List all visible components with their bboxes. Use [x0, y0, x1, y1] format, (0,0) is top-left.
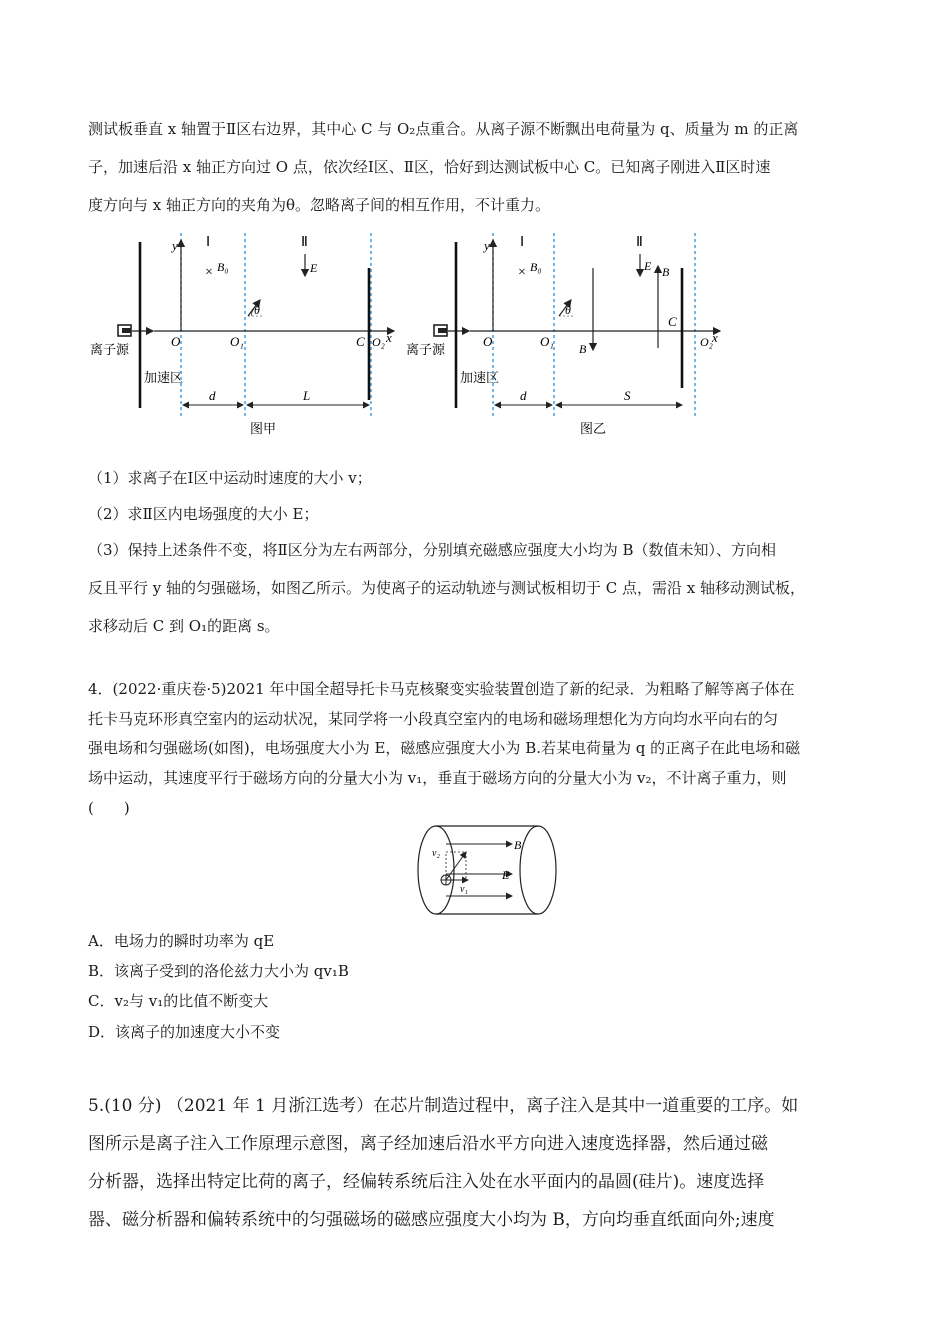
figure-yi-caption: 图乙 — [580, 421, 607, 436]
svg-text:Ⅱ: Ⅱ — [636, 235, 643, 250]
svg-text:×: × — [518, 265, 526, 280]
svg-text:θ: θ — [254, 303, 260, 317]
figure-yi — [402, 228, 732, 443]
svg-text:B: B — [579, 342, 587, 356]
problem4-line-5: ( ) — [88, 799, 130, 817]
svg-text:O: O — [171, 334, 181, 349]
svg-text:B₀: B₀ — [217, 260, 229, 274]
question-3-line-3: 求移动后 C 到 O₁的距离 s。 — [88, 617, 280, 635]
problem5-line-3: 分析器，选择出特定比荷的离子，经偏转系统后注入处在水平面内的晶圆(硅片)。速度选择 — [88, 1172, 765, 1192]
svg-text:d: d — [520, 388, 527, 403]
option-c: C．v₂与 v₁的比值不断变大 — [88, 992, 269, 1010]
question-1: （1）求离子在Ⅰ区中运动时速度的大小 v； — [88, 469, 372, 487]
svg-text:Ⅰ: Ⅰ — [206, 235, 211, 250]
figure-cylinder — [412, 824, 562, 919]
svg-text:B: B — [514, 838, 522, 852]
svg-text:C: C — [668, 314, 677, 329]
svg-text:O: O — [483, 334, 493, 349]
problem4-line-1: 4．(2022·重庆卷·5)2021 年中国全超导托卡马克核聚变实验装置创造了新的纪录．为粗略了解等离子体在 — [88, 680, 795, 698]
option-a: A．电场力的瞬时功率为 qE — [88, 932, 275, 950]
svg-text:加速区: 加速区 — [460, 370, 500, 385]
svg-text:E: E — [310, 261, 318, 275]
svg-text:O₂: O₂ — [700, 335, 713, 349]
figure-jia-caption: 图甲 — [250, 421, 277, 436]
svg-text:y: y — [172, 238, 178, 253]
svg-text:d: d — [209, 388, 216, 403]
problem3-line-1: 测试板垂直 x 轴置于Ⅱ区右边界，其中心 C 与 O₂点重合。从离子源不断飘出电荷量为 q、质量为 m 的正离 — [88, 120, 799, 138]
svg-text:O₂: O₂ — [372, 335, 385, 349]
problem3-line-3: 度方向与 x 轴正方向的夹角为θ。忽略离子间的相互作用，不计重力。 — [88, 196, 551, 214]
svg-text:E: E — [502, 868, 510, 882]
svg-text:v₂: v₂ — [432, 848, 440, 859]
svg-text:E: E — [644, 259, 652, 273]
accel-label: 加速区 — [144, 370, 184, 385]
svg-text:S: S — [624, 388, 631, 403]
option-b: B．该离子受到的洛伦兹力大小为 qv₁B — [88, 962, 349, 980]
problem5-line-1: 5.(10 分) （2021 年 1 月浙江选考）在芯片制造过程中，离子注入是其中一道重要的工序。如 — [88, 1096, 799, 1116]
question-2: （2）求Ⅱ区内电场强度的大小 E； — [88, 505, 319, 523]
svg-text:离子源: 离子源 — [406, 342, 446, 357]
problem4-line-3: 强电场和匀强磁场(如图)，电场强度大小为 E，磁感应强度大小为 B.若某电荷量为 q 的正离子在此电场和磁 — [88, 739, 801, 757]
svg-text:y: y — [484, 238, 490, 253]
svg-text:O₁: O₁ — [540, 334, 554, 349]
problem4-line-4: 场中运动，其速度平行于磁场方向的分量大小为 v₁，垂直于磁场方向的分量大小为 v₂，不计离子重力，则 — [88, 769, 787, 787]
svg-text:x: x — [386, 330, 392, 345]
svg-text:v₁: v₁ — [460, 884, 468, 895]
problem5-line-2: 图所示是离子注入工作原理示意图，离子经加速后沿水平方向进入速度选择器，然后通过磁 — [88, 1134, 768, 1154]
svg-text:θ: θ — [565, 303, 571, 317]
svg-text:L: L — [303, 388, 311, 403]
svg-text:O₁: O₁ — [230, 334, 244, 349]
question-3-line-2: 反且平行 y 轴的匀强磁场，如图乙所示。为使离子的运动轨迹与测试板相切于 C 点，需沿 x 轴移动测试板， — [88, 579, 806, 597]
svg-text:B: B — [662, 265, 670, 279]
question-3-line-1: （3）保持上述条件不变，将Ⅱ区分为左右两部分，分别填充磁感应强度大小均为 B（数值未知）、方向相 — [88, 541, 777, 559]
problem4-line-2: 托卡马克环形真空室内的运动状况，某同学将一小段真空室内的电场和磁场理想化为方向均水平向右的匀 — [88, 710, 779, 728]
figure-jia — [88, 228, 408, 443]
svg-text:B₀: B₀ — [530, 260, 542, 274]
problem5-line-4: 器、磁分析器和偏转系统中的匀强磁场的磁感应强度大小均为 B，方向均垂直纸面向外;速度 — [88, 1210, 775, 1230]
problem3-line-2: 子，加速后沿 x 轴正方向过 O 点，依次经Ⅰ区、Ⅱ区，恰好到达测试板中心 C。已知离子刚进入Ⅱ区时速 — [88, 158, 771, 176]
source-label: 离子源 — [90, 342, 130, 357]
svg-text:x: x — [712, 330, 718, 345]
svg-text:Ⅱ: Ⅱ — [301, 235, 308, 250]
svg-text:Ⅰ: Ⅰ — [520, 235, 525, 250]
svg-text:×: × — [205, 265, 213, 280]
option-d: D．该离子的加速度大小不变 — [88, 1023, 281, 1041]
svg-text:C: C — [356, 334, 365, 349]
